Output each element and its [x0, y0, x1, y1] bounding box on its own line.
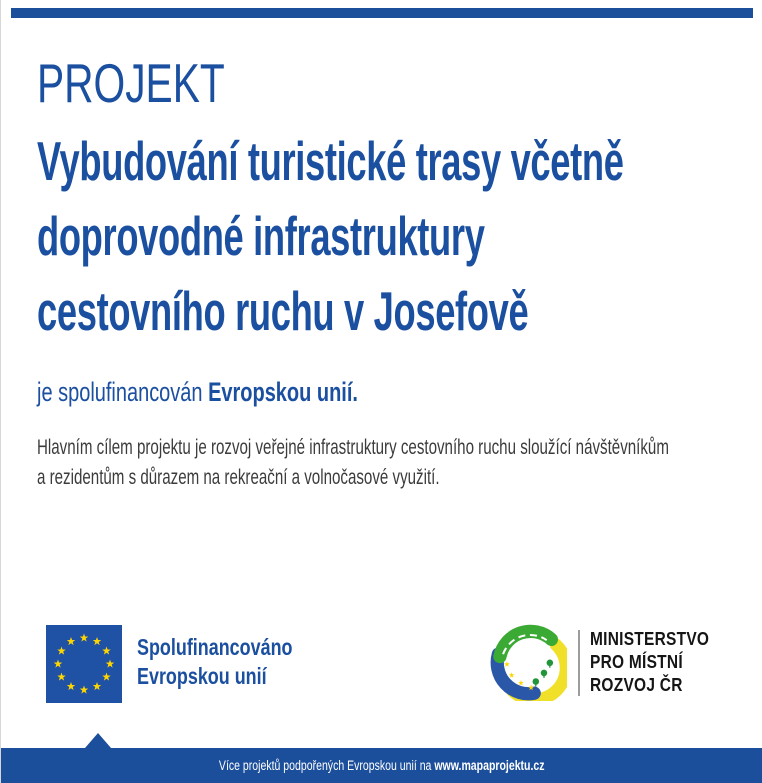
ministry-name [590, 628, 709, 697]
cofinance-prefix: je spolufinancován [37, 377, 209, 407]
project-description-line-1: Hlavním cílem projektu je rozvoj veřejné infrastruktury cestovního ruchu sloužící návštěvníkům [37, 436, 669, 459]
eu-cofinance-line-2: Evropskou unií [137, 663, 267, 689]
cofinance-bold: Evropskou unií. [208, 377, 358, 407]
top-bar [11, 8, 753, 18]
kicker-label: PROJEKT [37, 52, 225, 114]
project-title-line-3: cestovního ruchu v Josefově [37, 280, 529, 342]
project-title-line-1: Vybudování turistické trasy včetně [37, 130, 624, 192]
project-title [37, 124, 624, 349]
ministry-name-line-2: PRO MÍSTNÍ [590, 652, 683, 672]
project-description [37, 433, 669, 493]
footer-link: www.mapaprojektu.cz [434, 758, 545, 773]
project-title-line-2: doprovodné infrastruktury [37, 205, 485, 267]
cofinance-statement [37, 376, 358, 408]
footer-text [219, 758, 545, 773]
eu-cofinance-label [137, 633, 292, 691]
ministry-name-line-3: ROZVOJ ČR [590, 675, 683, 695]
footer-bar [1, 748, 762, 783]
ministry-logo-separator [578, 630, 580, 696]
mmr-emblem-icon [489, 623, 567, 701]
eu-cofinance-line-1: Spolufinancováno [137, 634, 293, 660]
project-description-line-2: a rezidentům s důrazem na rekreační a volnočasové využití. [37, 466, 440, 489]
footer-text-prefix: Více projektů podpořených Evropskou unií na [219, 758, 435, 773]
footer-pointer-triangle [85, 733, 111, 748]
ministry-name-line-1: MINISTERSTVO [590, 629, 710, 649]
eu-flag-icon [46, 625, 122, 703]
